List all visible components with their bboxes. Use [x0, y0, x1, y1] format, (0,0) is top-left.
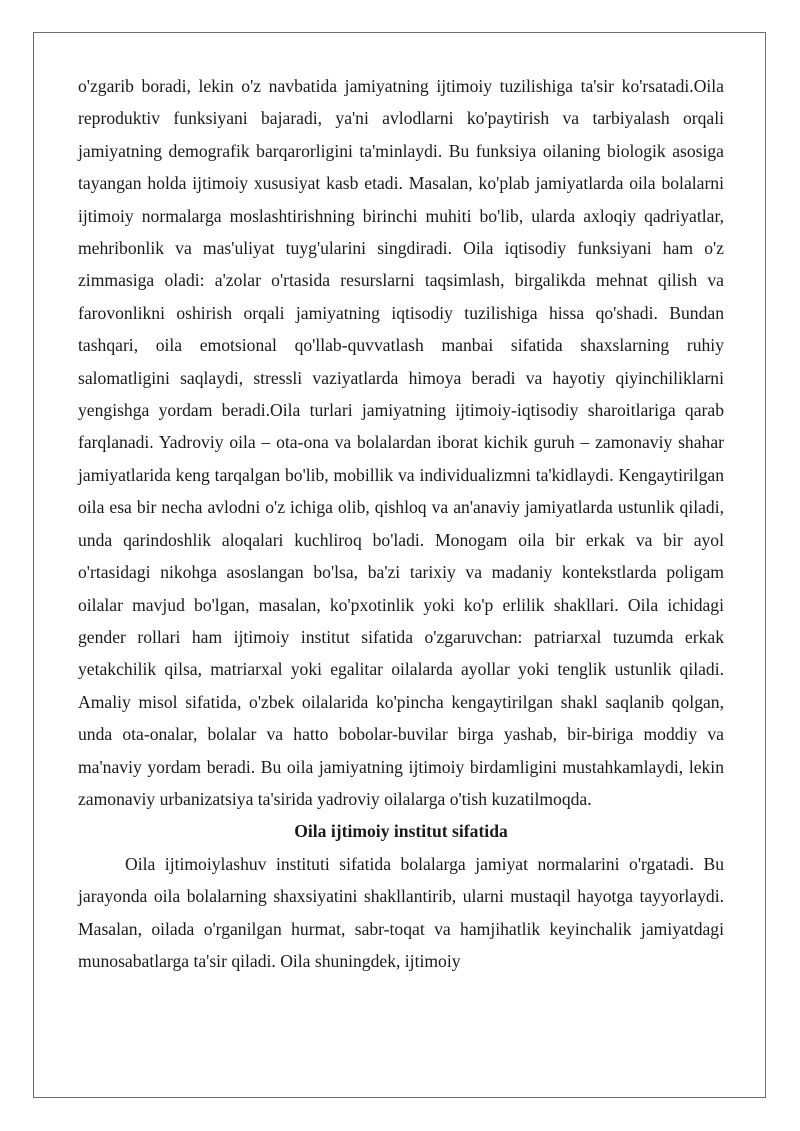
- body-paragraph: o'zgarib boradi, lekin o'z navbatida jamiyatning ijtimoiy tuzilishiga ta'sir ko'rsatadi.Oila reproduktiv funksiyani bajaradi, ya'ni avlodlarni ko'paytirish va tarbiyalash orqali jamiyatning demografik barqarorligini ta'minlaydi. Bu funksiya oilaning biologik asosiga tayangan holda ijtimoiy xususiyat kasb etadi. Masalan, ko'plab jamiyatlarda oila bolalarni ijtimoiy normalarga moslashtirishning birinchi muhiti bo'lib, ularda axloqiy qadriyatlar, mehribonlik va mas'uliyat tuyg'ularini singdiradi. Oila iqtisodiy funksiyani ham o'z zimmasiga oladi: a'zolar o'rtasida resurslarni taqsimlash, birgalikda mehnat qilish va farovonlikni oshirish orqali jamiyatning iqtisodiy tuzilishiga hissa qo'shadi. Bundan tashqari, oila emotsional qo'llab-quvvatlash manbai sifatida shaxslarning ruhiy salomatligini saqlaydi, stressli vaziyatlarda himoya beradi va hayotiy qiyinchiliklarni yengishga yordam beradi.Oila turlari jamiyatning ijtimoiy-iqtisodiy sharoitlariga qarab farqlanadi. Yadroviy oila – ota-ona va bolalardan iborat kichik guruh – zamonaviy shahar jamiyatlarida keng tarqalgan bo'lib, mobillik va individualizmni ta'kidlaydi. Kengaytirilgan oila esa bir necha avlodni o'z ichiga olib, qishloq va an'anaviy jamiyatlarda ustunlik qiladi, unda qarindoshlik aloqalari kuchliroq bo'ladi. Monogam oila bir erkak va bir ayol o'rtasidagi nikohga asoslangan bo'lsa, ba'zi tarixiy va madaniy kontekstlarda poligam oilalar mavjud bo'lgan, masalan, ko'pxotinlik yoki ko'p erlilik shakllari. Oila ichidagi gender rollari ham ijtimoiy institut sifatida o'zgaruvchan: patriarxal tuzumda erkak yetakchilik qilsa, matriarxal yoki egalitar oilalarda ayollar yoki tenglik ustunlik qiladi. Amaliy misol sifatida, o'zbek oilalarida ko'pincha kengaytirilgan shakl saqlanib qolgan, unda ota-onalar, bolalar va hatto bobolar-buvilar birga yashab, bir-biriga moddiy va ma'naviy yordam beradi. Bu oila jamiyatning ijtimoiy birdamligini mustahkamlaydi, lekin zamonaviy urbanizatsiya ta'sirida yadroviy oilalarga o'tish kuzatilmoqda.: [78, 76, 724, 809]
- document-body: [78, 70, 724, 977]
- body-paragraph: Oila ijtimoiylashuv instituti sifatida bolalarga jamiyat normalarini o'rgatadi. Bu jarayonda oila bolalarning shaxsiyatini shakllantirib, ularni mustaqil hayotga tayyorlaydi. Masalan, oilada o'rganilgan hurmat, sabr-toqat va hamjihatlik keyinchalik jamiyatdagi munosabatlarga ta'sir qiladi. Oila shuningdek, ijtimoiy: [78, 853, 724, 971]
- section-heading: Oila ijtimoiy institut sifatida: [294, 821, 508, 842]
